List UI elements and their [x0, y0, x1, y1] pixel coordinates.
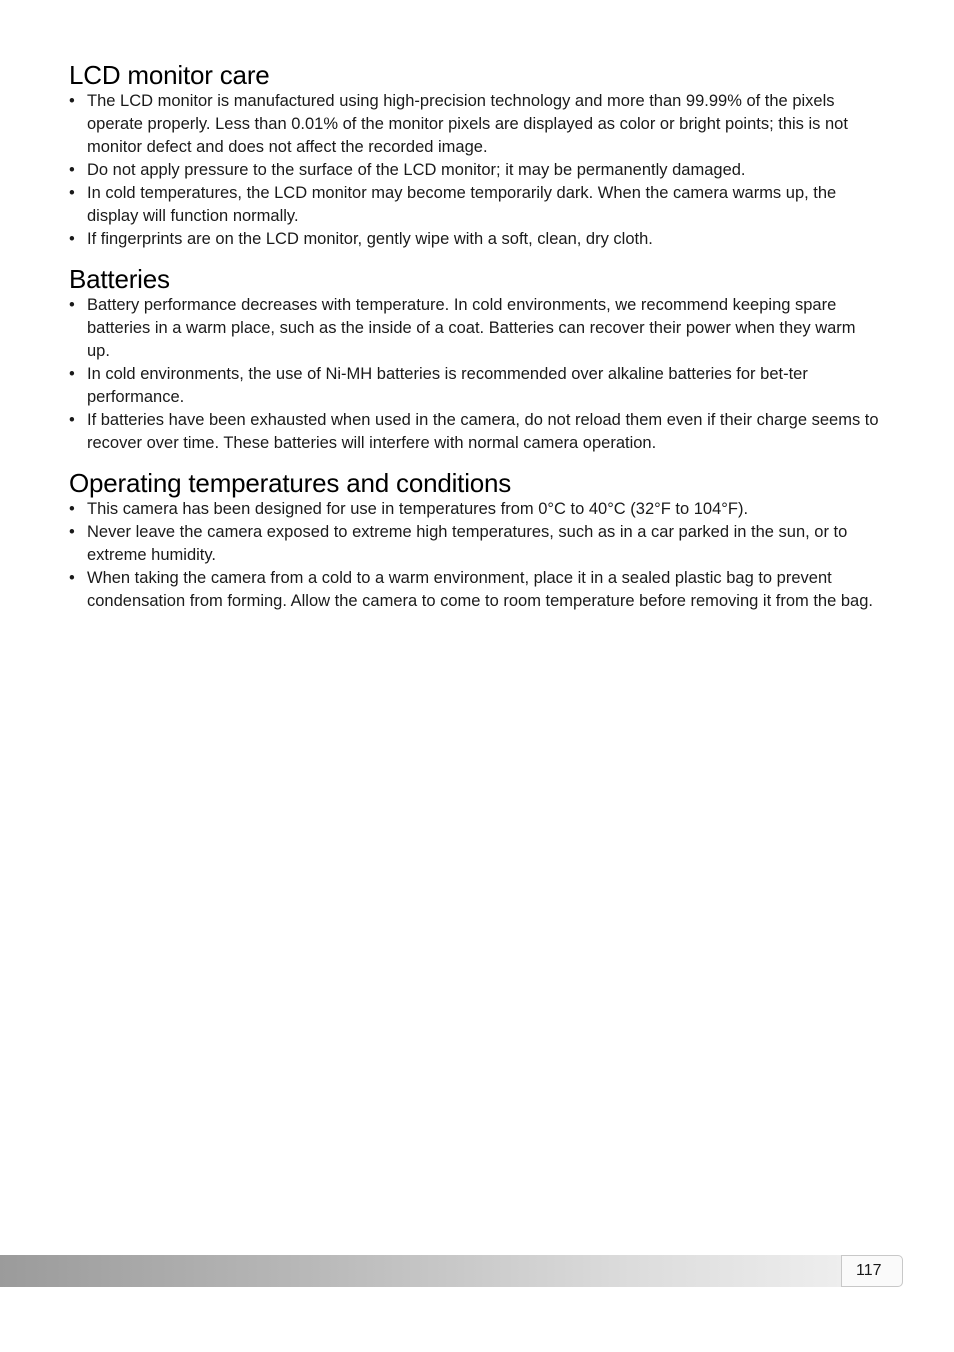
- section-batteries: [69, 264, 881, 455]
- bullet-list: [69, 498, 881, 613]
- list-item: • Do not apply pressure to the surface of the LCD monitor; it may be permanently damaged.: [69, 159, 881, 182]
- footer-bar: [0, 1255, 903, 1287]
- page-content: [69, 60, 881, 613]
- bullet-list: [69, 90, 881, 251]
- section-heading: Batteries: [69, 264, 170, 294]
- list-item: • This camera has been designed for use in temperatures from 0°C to 40°C (32°F to 104°F).: [69, 498, 881, 521]
- section-heading: LCD monitor care: [69, 60, 270, 90]
- list-item: • The LCD monitor is manufactured using high-precision technology and more than 99.99% of the pixels operate properly. Less than 0.01% of the monitor pixels are displayed as color or bright points; this is not monitor defect and does not affect the recorded image.: [69, 90, 881, 159]
- section-operating-conditions: [69, 468, 881, 613]
- list-item: • If batteries have been exhausted when used in the camera, do not reload them even if their charge seems to recover over time. These batteries will interfere with normal camera operation.: [69, 409, 881, 455]
- page-number: 117: [856, 1262, 882, 1279]
- section-lcd-monitor-care: [69, 60, 881, 251]
- list-item: • When taking the camera from a cold to a warm environment, place it in a sealed plastic bag to prevent condensation from forming. Allow the camera to come to room temperature before removing it from the bag.: [69, 567, 881, 613]
- bullet-list: [69, 294, 881, 455]
- section-heading: Operating temperatures and conditions: [69, 468, 512, 498]
- list-item: • Battery performance decreases with temperature. In cold environments, we recommend keeping spare batteries in a warm place, such as the inside of a coat. Batteries can recover their power when they warm up.: [69, 294, 881, 363]
- list-item: • In cold temperatures, the LCD monitor may become temporarily dark. When the camera warms up, the display will function normally.: [69, 182, 881, 228]
- list-item: • In cold environments, the use of Ni-MH batteries is recommended over alkaline batteries for bet-ter performance.: [69, 363, 881, 409]
- list-item: • If fingerprints are on the LCD monitor, gently wipe with a soft, clean, dry cloth.: [69, 228, 881, 251]
- list-item: • Never leave the camera exposed to extreme high temperatures, such as in a car parked in the sun, or to extreme humidity.: [69, 521, 881, 567]
